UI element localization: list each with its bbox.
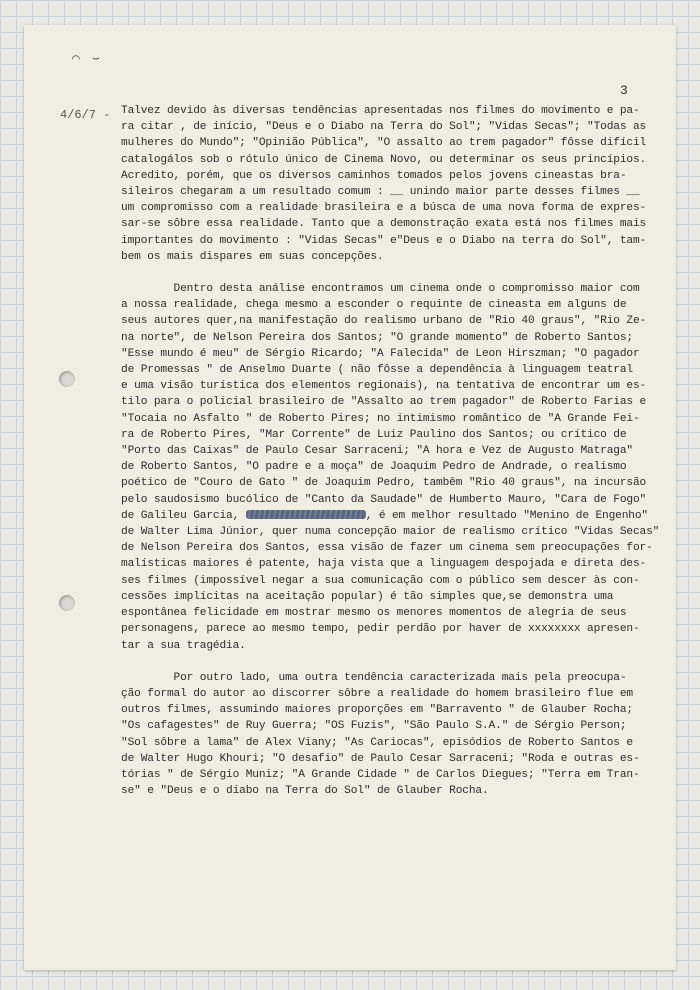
text-line: de Walter Hugo Khouri; "O desafio" de Paulo Cesar Sarraceni; "Roda e outras es- <box>121 752 640 765</box>
text-line: de Promessas " de Anselmo Duarte ( não fôsse a dependência à linguagem teatral <box>121 364 633 377</box>
text-line: personagens, parece ao mesmo tempo, pedir perdão por haver de xxxxxxxx apresen- <box>121 623 640 636</box>
redaction-mark <box>246 510 366 519</box>
text-line: outros filmes, assumindo maiores proporções em "Barravento " de Glauber Rocha; <box>121 704 633 717</box>
text-line: Por outro lado, uma outra tendência caracterizada mais pela preocupa- <box>121 671 627 684</box>
text-line: seus autores quer,na manifestação do realismo urbano de "Rio 40 graus", "Rio Ze- <box>121 315 647 328</box>
text-line: poético de "Couro de Gato " de Joaquim Pedro, tambêm "Rio 40 graus", na incursão <box>121 477 647 490</box>
text-line: mulheres do Mundo"; "Opinião Pública", "O assalto ao trem pagador" fôsse difícil <box>121 137 647 150</box>
corner-mark: ⌒ ⌣ <box>72 51 103 66</box>
text-line: se" e "Deus e o diabo na Terra do Sol" de Glauber Rocha. <box>121 785 489 798</box>
text-line: espontânea felicidade em mostrar mesmo os menores momentos de alegria de seus <box>121 607 627 620</box>
text-line: de Walter Lima Júnior, quer numa concepção maior de realismo crítico "Vidas Secas" <box>121 526 660 539</box>
text-line: de Galileu Garcia, , é em melhor resultado "Menino de Engenho" <box>121 509 648 522</box>
text-line: de Nelson Pereira dos Santos, essa visão de fazer um cinema sem preocupações for- <box>121 542 653 555</box>
text-line: tar a sua tragédia. <box>121 639 246 652</box>
text-line: catalogálos sob o rótulo único de Cinema Novo, ou determinar os seus princípios. <box>121 153 647 166</box>
text-line: malísticas maiores é patente, haja vista que a linguagem despojada e direta des- <box>121 558 647 571</box>
text-line: "Tocaia no Asfalto " de Roberto Pires; no intimismo romântico de "A Grande Fei- <box>121 412 640 425</box>
text-line: e uma visão turística dos elementos regionais), na tentativa de encontrar um es- <box>121 380 647 393</box>
text-line: "Sol sôbre a lama" de Alex Viany; "As Cariocas", episódios de Roberto Santos e <box>121 736 633 749</box>
text-line: de Roberto Santos, "O padre e a moça" de Joaquim Pedro de Andrade, o realismo <box>121 461 627 474</box>
text-line: ra de Roberto Pires, "Mar Corrente" de Luiz Paulino dos Santos; ou crítico de <box>121 428 627 441</box>
text-line: Acredito, porém, que os diversos caminhos tomados pelos jovens cineastas bra- <box>121 169 627 182</box>
text-line: "Esse mundo é meu" de Sérgio Ricardo; "A Falecida" de Leon Hirszman; "O pagador <box>121 347 640 360</box>
text-line: a nossa realidade, chega mesmo a esconder o requinte de cineasta em alguns de <box>121 299 627 312</box>
paragraph <box>121 103 649 265</box>
text-line: Dentro desta análise encontramos um cinema onde o compromisso maior com <box>121 283 640 296</box>
margin-date-note: 4/6/7 - <box>60 108 111 122</box>
text-line: Talvez devido às diversas tendências apresentadas nos filmes do movimento e pa- <box>121 105 640 117</box>
page-number: 3 <box>620 83 628 98</box>
typewritten-body <box>121 103 660 799</box>
text-line: na norte", de Nelson Pereira dos Santos; "O grande momento" de Roberto Santos; <box>121 331 633 344</box>
paragraph <box>121 281 660 654</box>
text-line: ção formal do autor ao discorrer sôbre a realidade do homem brasileiro flue em <box>121 687 633 700</box>
text-line: ra citar , de início, "Deus e o Diabo na Terra do Sol"; "Vidas Secas"; "Todas as <box>121 121 647 134</box>
text-line: "Porto das Caixas" de Paulo Cesar Sarraceni; "A hora e Vez de Augusto Matraga" <box>121 445 633 458</box>
text-line: sar-se sôbre essa realidade. Tanto que a demonstração exata está nos filmes mais <box>121 218 647 231</box>
text-line: sileiros chegaram a um resultado comum : __ unindo maior parte desses filmes __ <box>121 186 640 199</box>
text-line: importantes do movimento : "Vidas Secas" e"Deus e o Diabo na terra do Sol", tam- <box>121 234 647 247</box>
text-line: cessões implícitas na aceitação popular) é tão simples que,se demonstra uma <box>121 590 614 603</box>
document-page <box>24 25 676 970</box>
text-line: ses filmes (impossível negar a sua comunicação com o público sem descer às con- <box>121 574 640 587</box>
punch-hole <box>59 595 75 611</box>
text-line: tilo para o policial brasileiro de "Assalto ao trem pagador" de Roberto Farias e <box>121 396 647 409</box>
text-line: tórias " de Sérgio Muniz; "A Grande Cidade " de Carlos Diegues; "Terra em Tran- <box>121 768 640 781</box>
text-line: "Os cafagestes" de Ruy Guerra; "OS Fuzis", "São Paulo S.A." de Sérgio Person; <box>121 720 627 733</box>
paragraph <box>121 670 649 800</box>
text-line: bem os mais dispares em suas concepções. <box>121 250 384 263</box>
text-line: um compromisso com a realidade brasileira e a búsca de uma nova forma de expres- <box>121 202 647 215</box>
text-line: pelo saudosismo bucólico de "Canto da Saudade" de Humberto Mauro, "Cara de Fogo" <box>121 493 647 506</box>
punch-hole <box>59 371 75 387</box>
